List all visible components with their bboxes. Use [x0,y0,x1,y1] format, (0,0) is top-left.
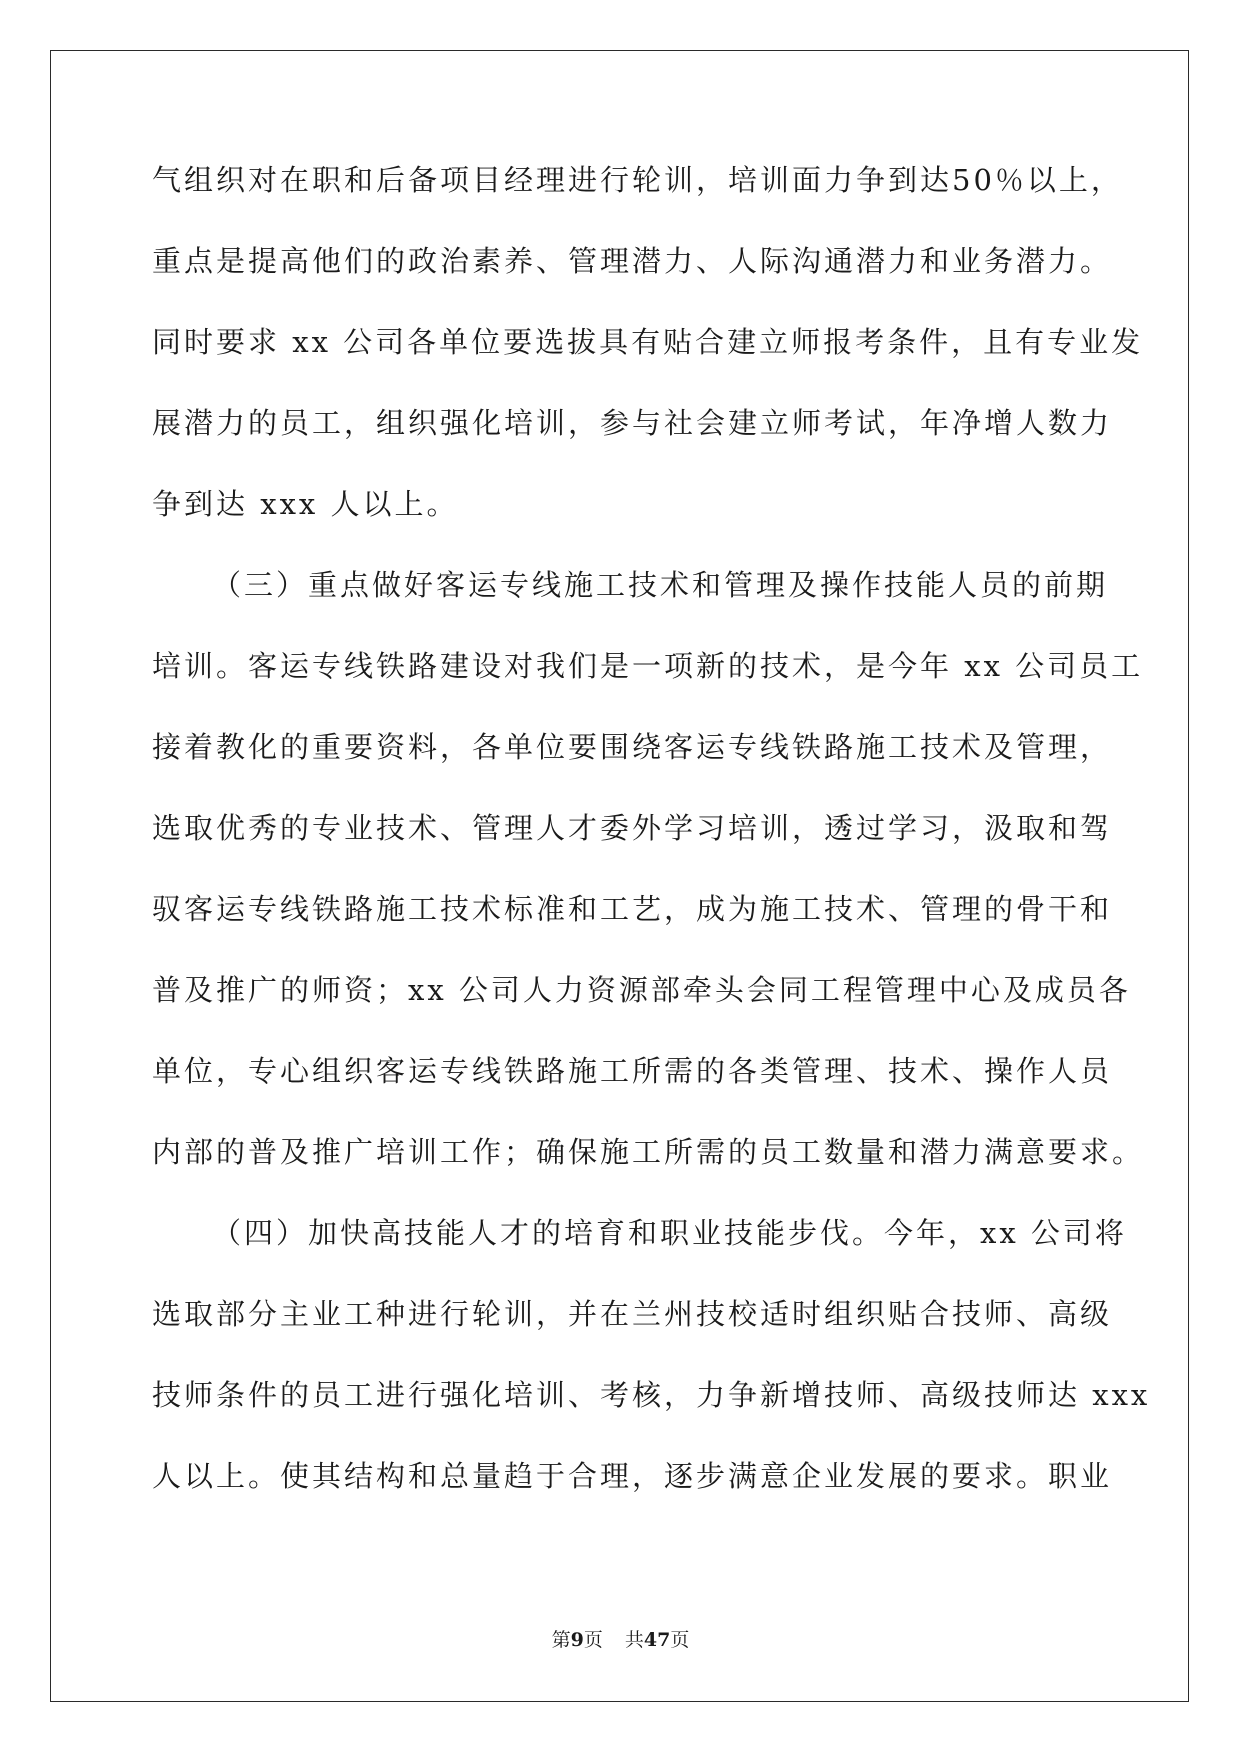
text-line: 选取部分主业工种进行轮训，并在兰州技校适时组织贴合技师、高级 [152,1297,1113,1331]
text-line: 展潜力的员工，组织强化培训，参与社会建立师考试，年净增人数力 [152,406,1113,440]
text-line: 同时要求 xx 公司各单位要选拔具有贴合建立师报考条件，且有专业发 [152,325,1144,359]
total-page-number: 47 [643,1629,671,1651]
paragraph-start-line: （三）重点做好客运专线施工技术和管理及操作技能人员的前期 [212,568,1109,602]
text-line: 驭客运专线铁路施工技术标准和工艺，成为施工技术、管理的骨干和 [152,892,1113,926]
text-line: 气组织对在职和后备项目经理进行轮训，培训面力争到达50％以上， [152,163,1123,197]
current-page-number: 9 [570,1629,584,1651]
page-suffix: 页 [583,1629,603,1651]
text-line: 接着教化的重要资料，各单位要围绕客运专线铁路施工技术及管理， [152,730,1113,764]
text-line: 普及推广的师资；xx 公司人力资源部牵头会同工程管理中心及成员各 [152,973,1131,1007]
paragraph-start-line: （四）加快高技能人才的培育和职业技能步伐。今年，xx 公司将 [212,1216,1127,1250]
text-line: 内部的普及推广培训工作；确保施工所需的员工数量和潜力满意要求。 [152,1135,1145,1169]
total-prefix: 共 [624,1629,644,1651]
text-line: 重点是提高他们的政治素养、管理潜力、人际沟通潜力和业务潜力。 [152,244,1113,278]
page-footer [0,1625,1241,1652]
text-line: 技师条件的员工进行强化培训、考核，力争新增技师、高级技师达 xxx [152,1378,1151,1412]
total-suffix: 页 [670,1629,690,1651]
text-line: 人以上。使其结构和总量趋于合理，逐步满意企业发展的要求。职业 [152,1459,1113,1493]
body-text [152,160,1151,1537]
text-line: 培训。客运专线铁路建设对我们是一项新的技术，是今年 xx 公司员工 [152,649,1144,683]
page-prefix: 第 [551,1629,571,1651]
text-line: 争到达 xxx 人以上。 [152,487,459,521]
text-line: 选取优秀的专业技术、管理人才委外学习培训，透过学习，汲取和驾 [152,811,1113,845]
text-line: 单位，专心组织客运专线铁路施工所需的各类管理、技术、操作人员 [152,1054,1113,1088]
